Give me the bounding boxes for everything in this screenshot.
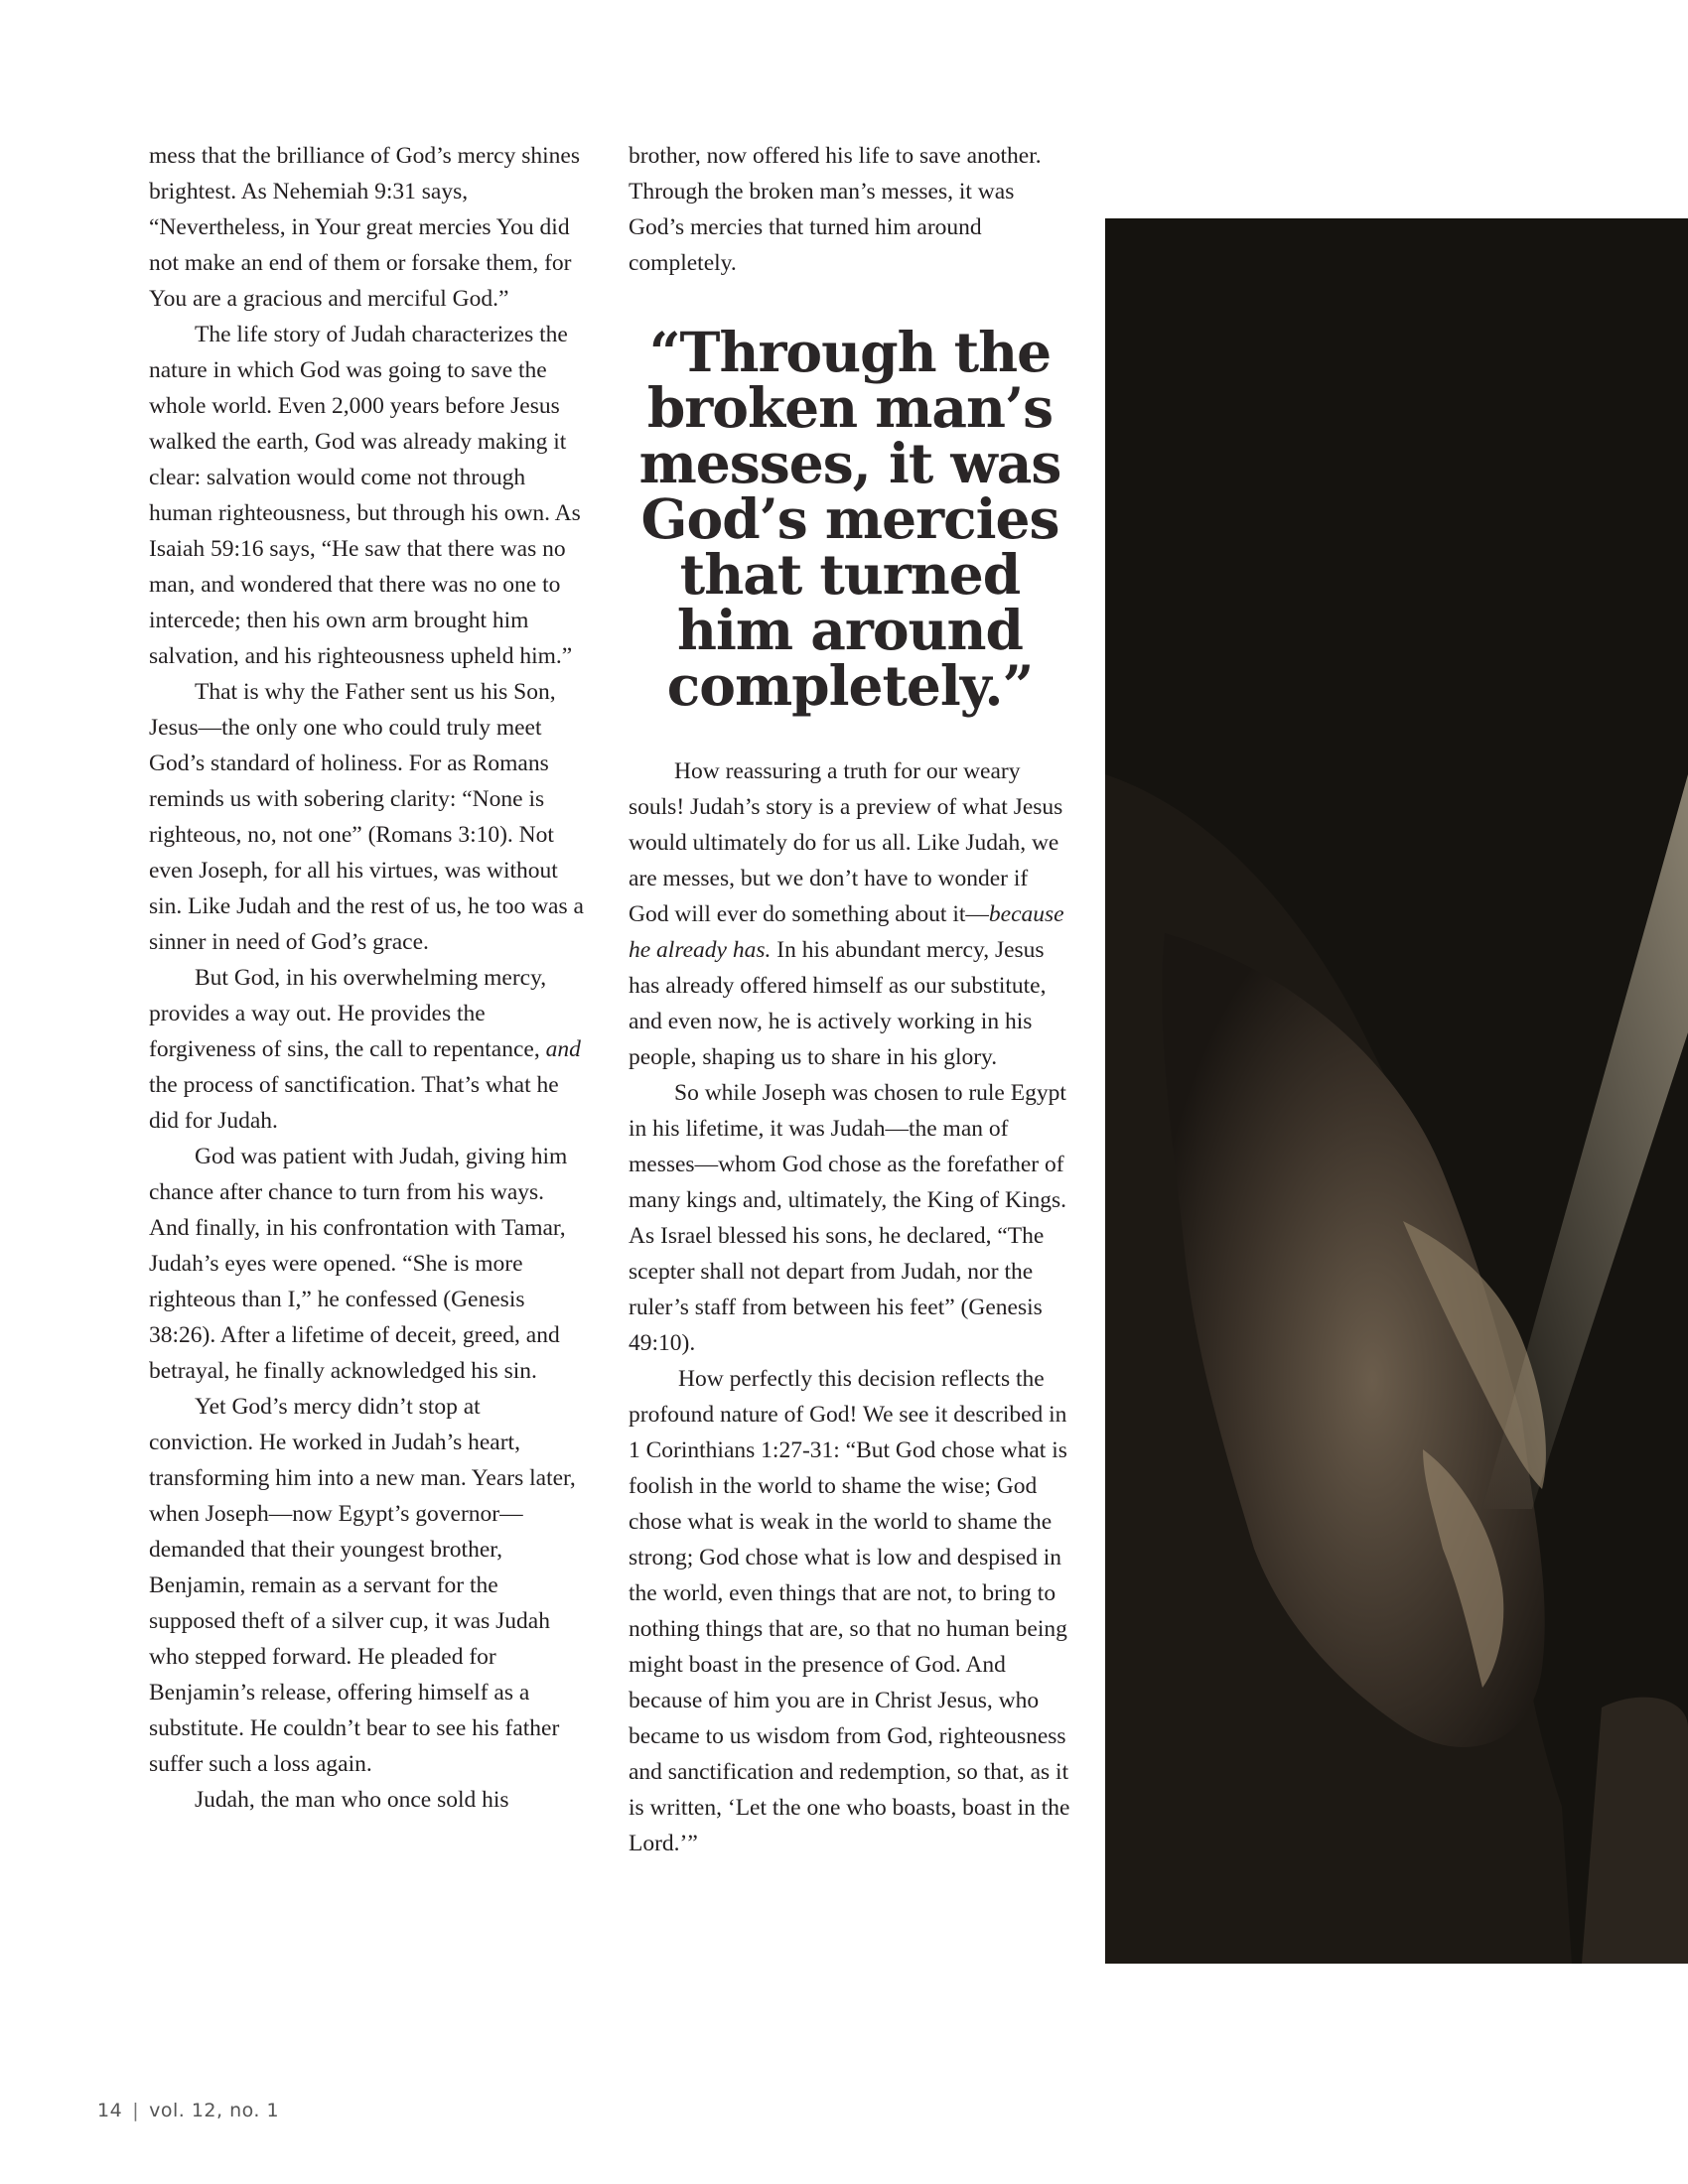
emphasis-text: and [545, 1036, 581, 1062]
pull-quote-line: broken man’s [646, 375, 1054, 440]
pull-quote-line: that turned [679, 542, 1021, 607]
pull-quote-line: messes, it was [638, 431, 1061, 495]
paragraph: How perfectly this decision reflects the profound nature of God! We see it described in 1 Corinthians 1:27-31: “But God chose what is foolish in the world to shame the wise; God chose what is weak in the world to shame the strong; God chose what is low and despised in the world, even things that are not, to bring to nothing things that are, so that no human being might boast in the presence of God. And because of him you are in Christ Jesus, who became to us wisdom from God, righteousness and sanctification and redemption, so that, as it is written, ‘Let the one who boasts, boast in the Lord.’” [629, 1366, 1070, 1856]
page-footer [97, 2100, 279, 2121]
paragraph: The life story of Judah characterizes the nature in which God was going to save the whole world. Even 2,000 years before Jesus walked the earth, God was already making it clear: salvation would come not through human righteousness, but through his own. As Isaiah 59:16 says, “He saw that there was no man, and wondered that there was no one to intercede; then his own arm brought him salvation, and his righteousness upheld him.” [149, 322, 581, 669]
page-number: 14 [97, 2100, 123, 2121]
paragraph [629, 753, 1071, 1075]
emphasis-text: because he already has. [629, 901, 1064, 963]
pull-quote-line: God’s mercies [640, 486, 1059, 551]
text-run: the process of sanctification. That’s what he did for Judah. [149, 1072, 559, 1134]
pull-quote-line: completely.” [666, 653, 1034, 718]
paragraph: God was patient with Judah, giving him chance after chance to turn from his ways. And finally, in his confrontation with Tamar, Judah’s eyes were opened. “She is more righteous than I,” he confessed (Genesis 38:26). After a lifetime of deceit, greed, and betrayal, he finally acknowledged his sin. [149, 1144, 568, 1384]
paragraph: That is why the Father sent us his Son, Jesus—the only one who could truly meet God’s standard of holiness. For as Romans reminds us with sobering clarity: “None is righteous, no, not one” (Romans 3:10). Not even Joseph, for all his virtues, was without sin. Like Judah and the rest of us, he too was a sinner in need of God’s grace. [149, 679, 584, 955]
pull-quote-line: him around [677, 598, 1023, 662]
issue-label: vol. 12, no. 1 [149, 2100, 280, 2121]
text-run: In his abundant mercy, Jesus has already offered himself as our substitute, and even now, he is actively working in his people, shaping us to share in his glory. [629, 937, 1047, 1070]
left-text-column [149, 138, 586, 1818]
text-run: How reassuring a truth for our weary souls! Judah’s story is a preview of what Jesus would ultimately do for us all. Like Judah, we are messes, but we don’t have to wonder if God will ever do something about it— [629, 758, 1063, 927]
paragraph: brother, now offered his life to save another. Through the broken man’s messes, it was God’s mercies that turned him around completely. [629, 143, 1042, 276]
paragraph: mess that the brilliance of God’s mercy shines brightest. As Nehemiah 9:31 says, “Nevertheless, in Your great mercies You did not make an end of them or forsake them, for You are a gracious and merciful God.” [149, 143, 580, 312]
paragraph: Judah, the man who once sold his [195, 1787, 509, 1813]
right-text-column [629, 138, 1071, 1861]
paragraph: So while Joseph was chosen to rule Egypt in his lifetime, it was Judah—the man of messes—whom God chose as the forefather of many kings and, ultimately, the King of Kings. As Israel blessed his sons, he declared, “The scepter shall not depart from Judah, nor the ruler’s staff from between his feet” (Genesis 49:10). [629, 1080, 1067, 1356]
pull-quote-line: “Through the [648, 320, 1052, 384]
text-run: But God, in his overwhelming mercy, provides a way out. He provides the forgiveness of sins, the call to repentance, [149, 965, 547, 1062]
paragraph [149, 960, 586, 1139]
cave-illustration [1105, 218, 1688, 1964]
pull-quote [629, 320, 1071, 718]
cave-photo [1105, 218, 1688, 1964]
footer-separator: | [132, 2100, 140, 2121]
paragraph: Yet God’s mercy didn’t stop at conviction. He worked in Judah’s heart, transforming him into a new man. Years later, when Joseph—now Egypt’s governor—demanded that their youngest brother, Benjamin, remain as a servant for the supposed theft of a silver cup, it was Judah who stepped forward. He pleaded for Benjamin’s release, offering himself as a substitute. He couldn’t bear to see his father suffer such a loss again. [149, 1394, 576, 1777]
